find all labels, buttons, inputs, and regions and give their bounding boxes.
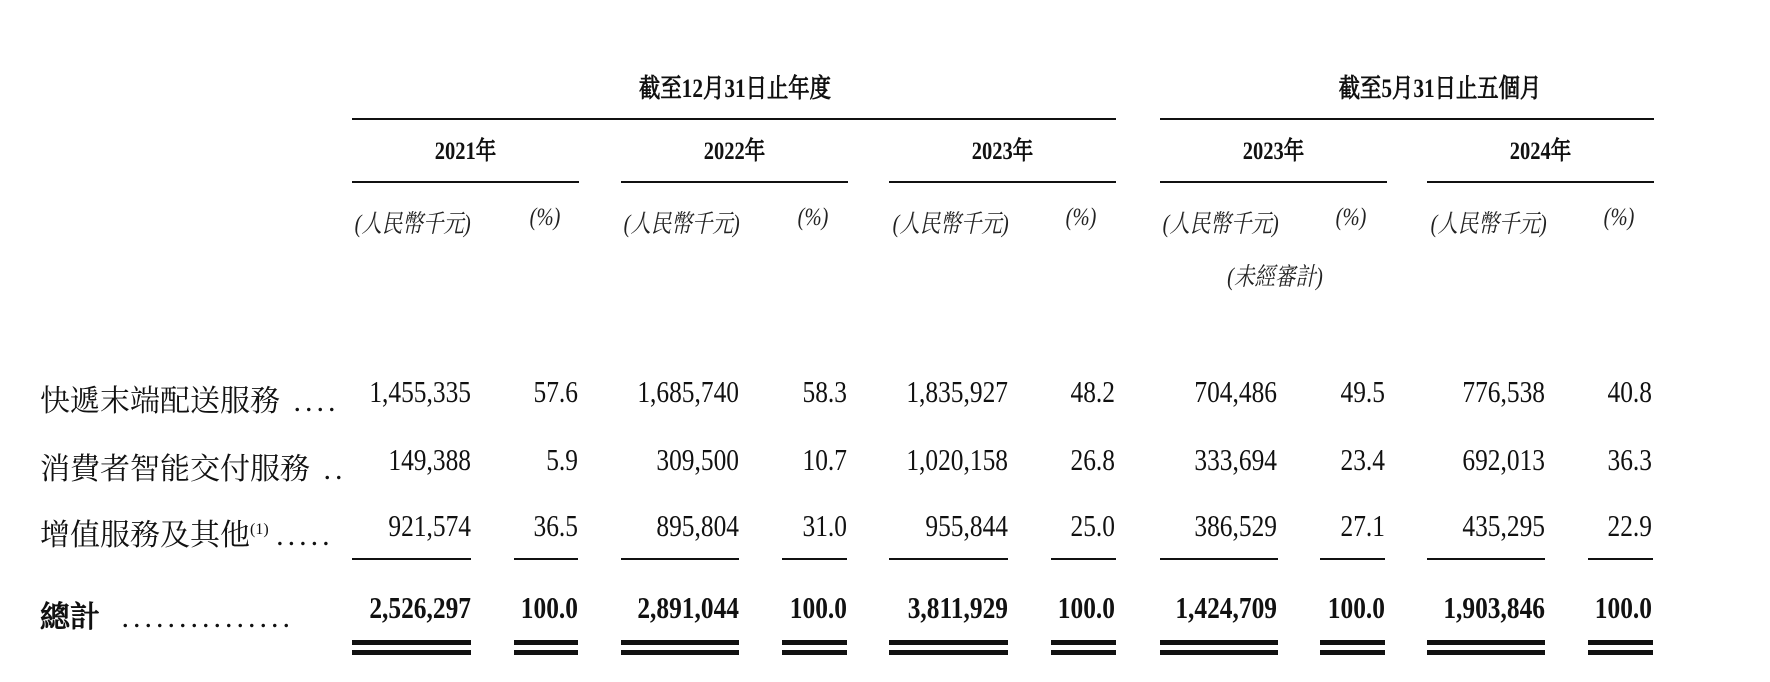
unit-rmb-3: (人民幣千元): [892, 211, 1009, 238]
unit-rmb-2: (人民幣千元): [623, 211, 740, 238]
row-label-text: 增值服務及其他: [40, 519, 250, 552]
total-cell-4: 100.0: [789, 590, 847, 625]
row-2-cell-10: 36.3: [1607, 442, 1652, 477]
total-double-underline-1-2: [352, 650, 471, 655]
row-3-cell-8: 27.1: [1340, 508, 1385, 543]
unit-rmb-1: (人民幣千元): [354, 211, 471, 238]
row-3-cell-7: 386,529: [1194, 508, 1277, 543]
subtotal-underline-3: [621, 558, 739, 560]
total-double-underline-9-1: [1427, 640, 1545, 645]
total-double-underline-7-1: [1160, 640, 1278, 645]
unit-pct-3: (%): [1065, 204, 1097, 231]
unit-rmb-4: (人民幣千元): [1162, 211, 1279, 238]
year-rule-3: [889, 181, 1116, 183]
leader-dots: .....: [276, 519, 334, 552]
leader-dots: ...............: [121, 601, 294, 634]
row-2-cell-7: 333,694: [1194, 442, 1277, 477]
subtotal-underline-10: [1588, 558, 1653, 560]
total-cell-10: 100.0: [1594, 590, 1652, 625]
row-2-cell-5: 1,020,158: [906, 442, 1008, 477]
year-header-3: 2023年: [971, 138, 1034, 165]
total-double-underline-4-2: [782, 650, 847, 655]
unit-pct-4: (%): [1335, 204, 1367, 231]
unit-unaudited: (未經審計): [1227, 264, 1323, 291]
row-2-cell-1: 149,388: [388, 442, 471, 477]
total-double-underline-3-2: [621, 650, 739, 655]
total-cell-3: 2,891,044: [637, 590, 739, 625]
row-1-cell-7: 704,486: [1194, 374, 1277, 409]
row-1-cell-3: 1,685,740: [637, 374, 739, 409]
total-cell-9: 1,903,846: [1443, 590, 1545, 625]
total-double-underline-10-2: [1588, 650, 1653, 655]
row-2-cell-3: 309,500: [656, 442, 739, 477]
row-1-cell-8: 49.5: [1340, 374, 1385, 409]
total-label-text: 總計: [40, 601, 100, 634]
total-double-underline-1-1: [352, 640, 471, 645]
row-label-2: [40, 444, 347, 488]
year-header-5: 2024年: [1509, 138, 1572, 165]
subtotal-underline-5: [889, 558, 1008, 560]
row-2-cell-4: 10.7: [802, 442, 847, 477]
year-rule-2: [621, 181, 848, 183]
total-double-underline-8-2: [1320, 650, 1385, 655]
total-cell-5: 3,811,929: [907, 590, 1008, 625]
footnote-marker: (1): [250, 521, 269, 538]
total-double-underline-6-1: [1051, 640, 1116, 645]
unit-pct-1: (%): [529, 204, 561, 231]
subtotal-underline-8: [1320, 558, 1385, 560]
group-header-rule-1: [352, 118, 1116, 120]
row-1-cell-2: 57.6: [533, 374, 578, 409]
row-1-cell-6: 48.2: [1070, 374, 1115, 409]
row-1-cell-5: 1,835,927: [906, 374, 1008, 409]
subtotal-underline-1: [352, 558, 471, 560]
row-1-cell-9: 776,538: [1462, 374, 1545, 409]
group-header-year-ended: 截至12月31日止年度: [639, 74, 831, 103]
total-cell-8: 100.0: [1327, 590, 1385, 625]
total-double-underline-2-1: [514, 640, 578, 645]
total-cell-6: 100.0: [1057, 590, 1115, 625]
total-double-underline-9-2: [1427, 650, 1545, 655]
year-header-2: 2022年: [703, 138, 766, 165]
leader-dots: ..: [323, 453, 347, 486]
row-3-cell-6: 25.0: [1070, 508, 1115, 543]
row-3-cell-4: 31.0: [802, 508, 847, 543]
row-1-cell-4: 58.3: [802, 374, 847, 409]
row-3-cell-9: 435,295: [1462, 508, 1545, 543]
subtotal-underline-7: [1160, 558, 1278, 560]
total-double-underline-7-2: [1160, 650, 1278, 655]
subtotal-underline-2: [514, 558, 578, 560]
unit-pct-5: (%): [1603, 204, 1635, 231]
row-3-cell-3: 895,804: [656, 508, 739, 543]
year-header-4: 2023年: [1242, 138, 1305, 165]
group-header-five-months: 截至5月31日止五個月: [1338, 74, 1542, 103]
row-2-cell-2: 5.9: [546, 442, 578, 477]
total-double-underline-8-1: [1320, 640, 1385, 645]
total-double-underline-4-1: [782, 640, 847, 645]
unit-pct-2: (%): [797, 204, 829, 231]
total-cell-7: 1,424,709: [1175, 590, 1277, 625]
row-label-3: [40, 510, 334, 554]
subtotal-underline-9: [1427, 558, 1545, 560]
row-3-cell-1: 921,574: [388, 508, 471, 543]
total-double-underline-3-1: [621, 640, 739, 645]
row-2-cell-8: 23.4: [1340, 442, 1385, 477]
total-double-underline-2-2: [514, 650, 578, 655]
row-label-text: 快遞末端配送服務: [40, 385, 280, 418]
row-2-cell-9: 692,013: [1462, 442, 1545, 477]
row-label-text: 消費者智能交付服務: [40, 453, 310, 486]
row-2-cell-6: 26.8: [1070, 442, 1115, 477]
row-3-cell-2: 36.5: [533, 508, 578, 543]
row-1-cell-1: 1,455,335: [369, 374, 471, 409]
total-cell-1: 2,526,297: [369, 590, 471, 625]
total-label: [40, 592, 294, 636]
total-double-underline-6-2: [1051, 650, 1116, 655]
total-double-underline-10-1: [1588, 640, 1653, 645]
year-header-1: 2021年: [434, 138, 497, 165]
year-rule-4: [1160, 181, 1387, 183]
row-label-1: [40, 376, 340, 420]
year-rule-5: [1427, 181, 1654, 183]
row-3-cell-10: 22.9: [1607, 508, 1652, 543]
total-double-underline-5-2: [889, 650, 1008, 655]
total-double-underline-5-1: [889, 640, 1008, 645]
leader-dots: ....: [293, 385, 340, 418]
subtotal-underline-4: [782, 558, 847, 560]
group-header-rule-2: [1160, 118, 1654, 120]
row-1-cell-10: 40.8: [1607, 374, 1652, 409]
total-cell-2: 100.0: [520, 590, 578, 625]
unit-rmb-5: (人民幣千元): [1430, 211, 1547, 238]
year-rule-1: [352, 181, 579, 183]
subtotal-underline-6: [1051, 558, 1116, 560]
row-3-cell-5: 955,844: [925, 508, 1008, 543]
